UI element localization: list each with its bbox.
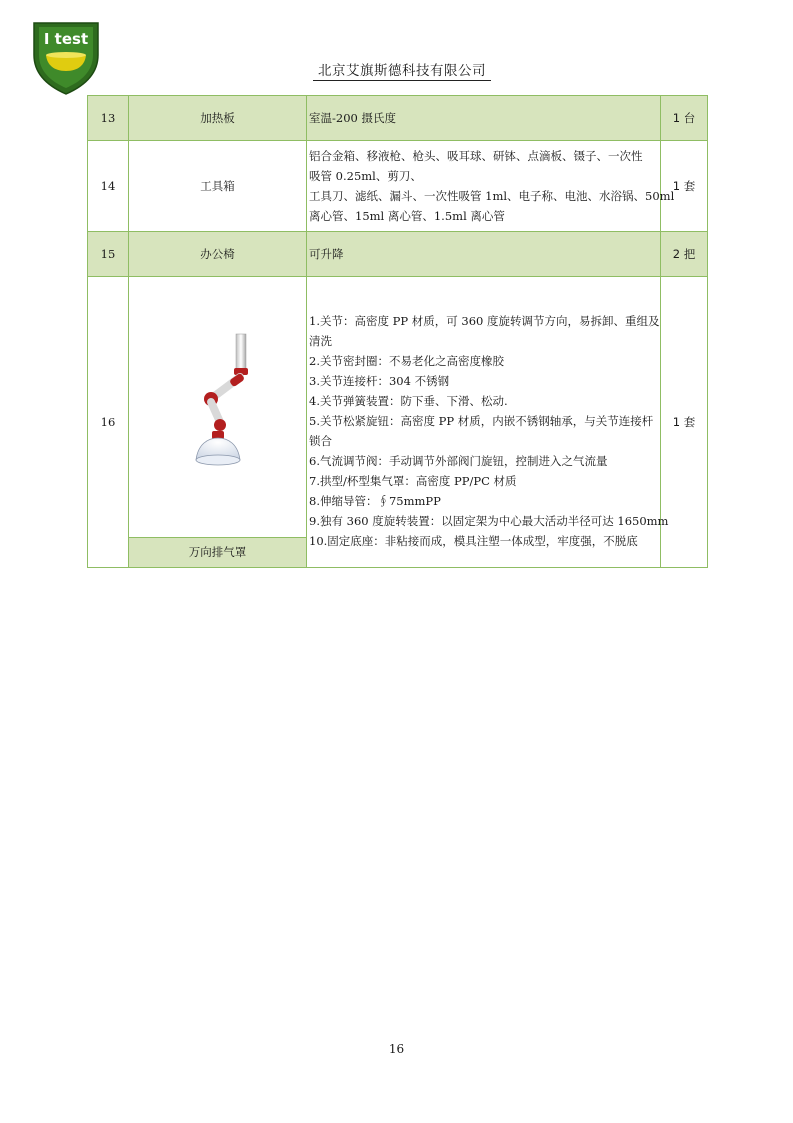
description-line: 10.固定底座：非粘接而成，模具注塑一体成型，牢度强，不脱底 — [309, 533, 638, 548]
table-row — [88, 277, 708, 568]
itest-logo — [30, 21, 102, 95]
description-line: 锁合 — [309, 433, 332, 448]
item-description — [307, 96, 661, 141]
description-line: 8.伸缩导管：∮75mmPP — [309, 493, 441, 508]
item-description — [307, 232, 661, 277]
row-number: 14 — [88, 141, 129, 232]
description-line: 6.气流调节阀：手动调节外部阀门旋钮，控制进入之气流量 — [309, 453, 608, 468]
equipment-table — [87, 95, 708, 568]
row-number: 13 — [88, 96, 129, 141]
fume-extraction-arm-icon — [178, 332, 258, 482]
description-line: 离心管、15ml 离心管、1.5ml 离心管 — [309, 209, 505, 223]
description-line: 室温-200 摄氏度 — [309, 111, 396, 125]
description-line: 铝合金箱、移液枪、枪头、吸耳球、研钵、点滴板、镊子、一次性 — [309, 149, 643, 163]
page-number: 16 — [388, 1042, 405, 1056]
table-row — [88, 232, 708, 277]
description-line: 4.关节弹簧装置：防下垂、下滑、松动. — [309, 393, 508, 408]
description-line: 2.关节密封圈：不易老化之高密度橡胶 — [309, 353, 504, 368]
description-line: 5.关节松紧旋钮：高密度 PP 材质，内嵌不锈钢轴承，与关节连接杆 — [309, 413, 654, 428]
row-number: 16 — [88, 277, 129, 568]
company-name: 北京艾旗斯德科技有限公司 — [313, 59, 491, 81]
table-row — [88, 141, 708, 232]
item-name: 工具箱 — [129, 141, 307, 232]
description-line: 工具刀、滤纸、漏斗、一次性吸管 1ml、电子称、电池、水浴锅、50ml — [309, 189, 675, 203]
row-number: 15 — [88, 232, 129, 277]
item-quantity: 2 把 — [661, 232, 708, 277]
item-description — [307, 141, 675, 232]
table-row — [88, 96, 708, 141]
description-line: 清洗 — [309, 333, 332, 348]
description-line: 3.关节连接杆：304 不锈钢 — [309, 373, 450, 388]
description-line: 9.独有 360 度旋转装置：以固定架为中心最大活动半径可达 1650mm — [309, 513, 669, 528]
description-line: 7.拱型/杯型集气罩：高密度 PP/PC 材质 — [309, 473, 517, 488]
item-quantity: 1 套 — [661, 277, 708, 568]
item-name: 加热板 — [129, 96, 307, 141]
description-line: 可升降 — [309, 247, 344, 261]
item-quantity: 1 套 — [661, 141, 708, 232]
item-name: 办公椅 — [129, 232, 307, 277]
description-line: 1.关节：高密度 PP 材质，可 360 度旋转调节方向，易拆卸、重组及 — [309, 313, 660, 328]
item-name: 万向排气罩 — [129, 537, 306, 567]
item-quantity: 1 台 — [661, 96, 708, 141]
logo-text: I test — [43, 30, 89, 48]
item-image-cell — [129, 277, 307, 568]
item-description — [307, 277, 669, 568]
description-line: 吸管 0.25ml、剪刀、 — [309, 169, 422, 183]
